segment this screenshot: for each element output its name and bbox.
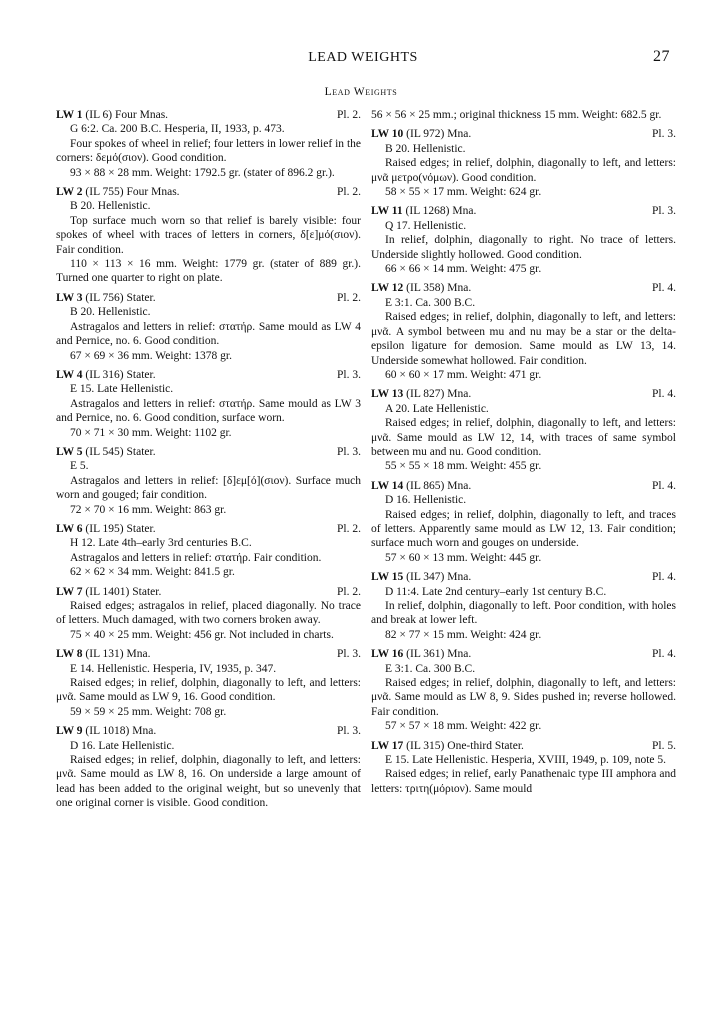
catalog-entry xyxy=(371,387,676,473)
entry-number: LW 1 xyxy=(56,109,83,121)
entry-paragraph: Top surface much worn so that relief is barely visible: four spokes of wheel with traces of letters in corners, δ[ε]μό(σιον). Fair condition. xyxy=(56,214,361,256)
plate-reference: Pl. 2. xyxy=(337,186,361,199)
entry-heading xyxy=(371,387,676,401)
plate-reference: Pl. 4. xyxy=(652,282,676,295)
entry-description: (IL 1401) Stater. xyxy=(85,585,162,598)
entry-number: LW 5 xyxy=(56,445,83,458)
entry-description: (IL 865) Mna. xyxy=(406,479,472,492)
catalog-entry xyxy=(56,368,361,440)
entry-number: LW 14 xyxy=(371,479,404,492)
entry-paragraph: E 15. Late Hellenistic. Hesperia, XVIII, 1949, p. 109, note 5. xyxy=(385,754,667,767)
entry-number: LW 8 xyxy=(56,648,83,661)
entry-paragraph: Raised edges; in relief, dolphin, diagonally to left, and letters: μνᾶ μετρο(νόμων). Good condition. xyxy=(371,157,676,184)
entry-description: (IL 131) Mna. xyxy=(85,648,151,661)
catalog-entry xyxy=(56,185,361,286)
entry-heading xyxy=(371,204,676,218)
entry-paragraph: 66 × 66 × 14 mm. Weight: 475 gr. xyxy=(385,263,542,276)
entry-paragraph: 55 × 55 × 18 mm. Weight: 455 gr. xyxy=(385,460,542,473)
entry-description: (IL 195) Stater. xyxy=(85,522,156,535)
running-title: LEAD WEIGHTS xyxy=(308,50,418,65)
entry-paragraph: G 6:2. Ca. 200 B.C. Hesperia, II, 1933, p. 473. xyxy=(70,123,285,136)
plate-reference: Pl. 5. xyxy=(652,739,676,752)
catalog-entry xyxy=(56,445,361,517)
entry-paragraph: Raised edges; astragalos in relief, placed diagonally. No trace of letters. Much damaged, with two corners broken away. xyxy=(56,600,361,627)
entry-paragraph: Astragalos and letters in relief: στατήρ. Fair condition. xyxy=(70,551,322,564)
entry-number: LW 16 xyxy=(371,648,404,661)
entry-paragraph: 82 × 77 × 15 mm. Weight: 424 gr. xyxy=(385,628,542,641)
page-number: 27 xyxy=(653,48,670,65)
entry-heading xyxy=(56,185,361,199)
catalog-entry xyxy=(371,479,676,565)
running-head xyxy=(56,50,670,70)
catalog-entry xyxy=(371,739,676,797)
entry-number: LW 2 xyxy=(56,186,83,199)
entry-paragraph: Four spokes of wheel in relief; four letters in lower relief in the corners: δεμό(σιον). Good condition. xyxy=(56,137,361,165)
entry-paragraph: A 20. Late Hellenistic. xyxy=(385,402,489,415)
plate-reference: Pl. 2. xyxy=(337,522,361,535)
entry-number: LW 7 xyxy=(56,585,83,598)
entry-number: LW 11 xyxy=(371,205,403,218)
entry-description: (IL 972) Mna. xyxy=(406,128,472,141)
entry-paragraph: E 3:1. Ca. 300 B.C. xyxy=(385,296,476,309)
entry-paragraph: E 5. xyxy=(70,460,89,473)
entry-heading xyxy=(371,281,676,295)
entry-number: LW 12 xyxy=(371,282,404,295)
entry-paragraph: Raised edges; in relief, early Panathenaic type III amphora and letters: τριτη(μόριον). Same mould xyxy=(371,768,676,795)
entry-paragraph: 58 × 55 × 17 mm. Weight: 624 gr. xyxy=(385,186,542,199)
plate-reference: Pl. 3. xyxy=(337,445,361,458)
plate-reference: Pl. 4. xyxy=(652,479,676,492)
entry-paragraph: 59 × 59 × 25 mm. Weight: 708 gr. xyxy=(70,705,227,718)
entry-number: LW 6 xyxy=(56,522,83,535)
right-column xyxy=(371,108,676,801)
catalog-entry xyxy=(371,204,676,276)
entry-paragraph: 75 × 40 × 25 mm. Weight: 456 gr. Not included in charts. xyxy=(70,628,334,641)
entry-number: LW 17 xyxy=(371,739,404,752)
entry-paragraph: Raised edges; in relief, dolphin, diagonally to left, and letters: μνᾶ. A symbol between mu and nu may be a star or the delta-epsilon ligature for demosion. Same mould as LW 13, 14. Underside somewhat hollowed. Fair condition. xyxy=(371,311,676,367)
entry-description: (IL 1268) Mna. xyxy=(405,205,477,218)
entry-heading xyxy=(56,724,361,738)
entry-paragraph: Raised edges; in relief, dolphin, diagonally to left, and letters: μνᾶ. Same mould as LW 8, 9. Sides pushed in; reverse hollowed. Fair condition. xyxy=(371,677,676,718)
entry-heading xyxy=(56,647,361,661)
plate-reference: Pl. 2. xyxy=(337,109,361,121)
entry-description: (IL 316) Stater. xyxy=(85,368,156,381)
catalog-entry xyxy=(56,291,361,363)
entry-paragraph: 60 × 60 × 17 mm. Weight: 471 gr. xyxy=(385,368,542,381)
entry-paragraph: D 16. Late Hellenistic. xyxy=(70,739,175,752)
catalog-entry xyxy=(371,647,676,733)
entry-paragraph: H 12. Late 4th–early 3rd centuries B.C. xyxy=(70,537,252,550)
entry-paragraph: Raised edges; in relief, dolphin, diagonally to left, and letters: μνᾶ. Same mould as LW 8, 16. On underside a large amount of lead has been added to the original weight, but so unevenly that one original corner is visible. Good condition. xyxy=(56,754,361,810)
plate-reference: Pl. 2. xyxy=(337,585,361,598)
section-title: Lead Weights xyxy=(324,86,398,98)
entry-description: (IL 1018) Mna. xyxy=(85,725,157,738)
entry-paragraph: 57 × 57 × 18 mm. Weight: 422 gr. xyxy=(385,720,542,733)
entry-description: (IL 6) Four Mnas. xyxy=(85,109,169,121)
entry-paragraph: Astragalos and letters in relief: [δ]εμ[ό](σιον). Surface much worn and gouged; fair condition. xyxy=(56,474,361,502)
catalog-entry xyxy=(56,724,361,810)
entry-description: (IL 315) One-third Stater. xyxy=(406,739,524,752)
entry-description: (IL 545) Stater. xyxy=(85,445,156,458)
catalog-entry xyxy=(56,522,361,580)
entry-heading xyxy=(56,368,361,382)
entry-paragraph: Q 17. Hellenistic. xyxy=(385,219,467,232)
entry-heading xyxy=(56,445,361,459)
entry-paragraph: 110 × 113 × 16 mm. Weight: 1779 gr. (stater of 889 gr.). Turned one quarter to right on plate. xyxy=(56,258,361,285)
entry-paragraph: 67 × 69 × 36 mm. Weight: 1378 gr. xyxy=(70,349,232,362)
entry-paragraph: Raised edges; in relief, dolphin, diagonally to left, and letters: μνᾶ. Same mould as LW 12, 14, with traces of same symbol between mu and nu. Good condition. xyxy=(371,417,676,458)
entry-paragraph: 93 × 88 × 28 mm. Weight: 1792.5 gr. (stater of 896.2 gr.). xyxy=(70,166,335,179)
plate-reference: Pl. 3. xyxy=(337,368,361,381)
plate-reference: Pl. 4. xyxy=(652,388,676,401)
catalog-entry xyxy=(371,108,676,122)
entry-paragraph: 72 × 70 × 16 mm. Weight: 863 gr. xyxy=(70,503,227,516)
catalog-entry xyxy=(56,108,361,180)
entry-heading xyxy=(56,585,361,599)
entry-paragraph: Raised edges; in relief, dolphin, diagonally to left, and letters: μνᾶ. Same mould as LW 9, 16. Good condition. xyxy=(56,677,361,704)
plate-reference: Pl. 3. xyxy=(652,205,676,218)
left-column xyxy=(56,108,361,816)
plate-reference: Pl. 3. xyxy=(337,725,361,738)
entry-paragraph: Astragalos and letters in relief: στατήρ. Same mould as LW 4 and Pernice, no. 6. Good condition. xyxy=(56,320,361,348)
entry-paragraph: D 16. Hellenistic. xyxy=(385,494,467,507)
entry-paragraph: In relief, dolphin, diagonally to left. Poor condition, with holes and break at lower left. xyxy=(371,600,676,627)
entry-heading xyxy=(371,570,676,584)
catalog-entry xyxy=(371,127,676,199)
entry-paragraph: D 11:4. Late 2nd century–early 1st century B.C. xyxy=(385,585,607,598)
entry-paragraph: 70 × 71 × 30 mm. Weight: 1102 gr. xyxy=(70,426,232,439)
entry-paragraph: E 14. Hellenistic. Hesperia, IV, 1935, p. 347. xyxy=(70,662,277,675)
entry-description: (IL 347) Mna. xyxy=(406,571,472,584)
entry-number: LW 13 xyxy=(371,388,404,401)
entry-heading xyxy=(56,108,361,122)
entry-heading xyxy=(371,647,676,661)
entry-heading xyxy=(371,739,676,753)
plate-reference: Pl. 4. xyxy=(652,571,676,584)
entry-paragraph: E 3:1. Ca. 300 B.C. xyxy=(385,662,476,675)
catalog-entry xyxy=(371,281,676,382)
entry-paragraph: 57 × 60 × 13 mm. Weight: 445 gr. xyxy=(385,551,542,564)
entry-paragraph: E 15. Late Hellenistic. xyxy=(70,383,174,396)
entry-heading xyxy=(371,127,676,141)
entry-paragraph: Astragalos and letters in relief: στατήρ. Same mould as LW 3 and Pernice, no. 6. Good condition, surface worn. xyxy=(56,397,361,425)
entry-number: LW 4 xyxy=(56,368,83,381)
entry-number: LW 9 xyxy=(56,725,83,738)
catalog-entry xyxy=(56,647,361,719)
entry-description: (IL 358) Mna. xyxy=(406,282,472,295)
entry-paragraph: 62 × 62 × 34 mm. Weight: 841.5 gr. xyxy=(70,566,235,579)
plate-reference: Pl. 4. xyxy=(652,648,676,661)
entry-paragraph: B 20. Hellenistic. xyxy=(385,142,466,155)
entry-description: (IL 756) Stater. xyxy=(85,291,156,304)
entry-paragraph: B 20. Hellenistic. xyxy=(70,200,151,213)
entry-description: (IL 361) Mna. xyxy=(406,648,472,661)
entry-number: LW 3 xyxy=(56,291,83,304)
entry-paragraph: Raised edges; in relief, dolphin, diagonally to left, and traces of letters. Apparently same mould as LW 12, 13. Fair condition; surface much worn and gouges on underside. xyxy=(371,508,676,550)
entry-heading xyxy=(56,522,361,536)
entry-heading xyxy=(56,291,361,305)
entry-description: (IL 755) Four Mnas. xyxy=(85,186,180,199)
plate-reference: Pl. 3. xyxy=(652,128,676,141)
entry-paragraph: B 20. Hellenistic. xyxy=(70,306,151,319)
entry-paragraph: 56 × 56 × 25 mm.; original thickness 15 mm. Weight: 682.5 gr. xyxy=(371,109,662,121)
entry-number: LW 10 xyxy=(371,128,404,141)
entry-paragraph: In relief, dolphin, diagonally to right. No trace of letters. Underside slightly hollowed. Good condition. xyxy=(371,234,676,261)
plate-reference: Pl. 3. xyxy=(337,648,361,661)
entry-number: LW 15 xyxy=(371,571,404,584)
plate-reference: Pl. 2. xyxy=(337,291,361,304)
entry-heading xyxy=(371,479,676,493)
catalog-entry xyxy=(56,585,361,643)
entry-description: (IL 827) Mna. xyxy=(406,388,472,401)
catalog-entry xyxy=(371,570,676,642)
